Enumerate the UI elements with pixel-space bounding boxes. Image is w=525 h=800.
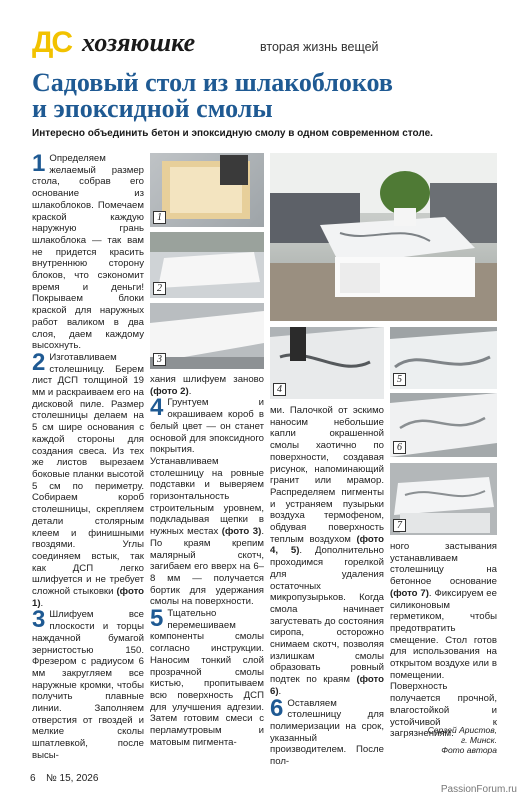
- magazine-header: [32, 28, 502, 62]
- photo-2-image: [150, 232, 264, 298]
- hero-photo: [270, 153, 497, 321]
- watermark: PassionForum.ru: [440, 784, 517, 795]
- text-column-2: [150, 374, 264, 768]
- article-lead: Интересно объединить бетон и эпоксидную смолу в одном современном столе.: [32, 128, 433, 139]
- photo-6-image: [390, 393, 497, 457]
- photo-6: 6: [390, 393, 497, 457]
- step-6-continued: ного застывания устанавливаем столешницу на бетонное основание (фото 7). Фиксируем ее силиконовым герметиком, чтобы предотвратить смещение. Стол готов для использования на открытом воздухе или в помещении. Поверхность получается прочной, влагостойкой и устойчивой к загрязнениям.: [390, 541, 497, 740]
- step-1: 1 Определяем желаемый размер стола, собрав его основание из шлакоблоков. Помечаем краской каждую наружную грань шлакоблока — так вам не придется красить внутреннюю сторону блоков, что сэкономит время и деньги! Покрываем блоки краской для наружных работ валиком в два слоя, даем каждому высохнуть.: [32, 150, 144, 352]
- text-column-3: [270, 405, 384, 768]
- step-4: 4 Грунтуем и окрашиваем короб в белый цвет — он станет основой для эпоксидного покрытия. Устанавливаем столешницу на ровные подставки и выверяем горизонтальность строительным уровнем, подкладывая щепки в нужных местах (фото 3). По краям крепим малярный скотч, загибаем его вверх на 6–8 мм — получается бортик для удержания смолы на поверхности.: [150, 394, 264, 608]
- step-3: 3 Шлифуем все плоскости и торцы наждачной бумагой зернистостью 150. Фрезером с радиусом 6 мм закругляем все наружные кромки, чтобы получить плавные линии. Заполняем отверстия от гвоздей и мелкие сколы шпатлевкой, после высы-: [32, 606, 144, 761]
- step-6: 6 Оставляем столешницу для полимеризации на срок, указанный производителем. После пол-: [270, 694, 384, 768]
- text-column-1: [32, 150, 145, 765]
- section-tagline: вторая жизнь вещей: [260, 40, 379, 54]
- photo-3: 3: [150, 303, 264, 369]
- page-number: 6: [30, 773, 36, 784]
- issue-number: № 15, 2026: [46, 773, 99, 784]
- photo-7: 7: [390, 463, 497, 535]
- photo-7-image: [390, 463, 497, 535]
- photo-1: 1: [150, 153, 264, 227]
- hero-photo-image: [270, 153, 497, 321]
- step-2: 2 Изготавливаем столешницу. Берем лист ДСП толщиной 19 мм и раскраиваем его на дисковой пиле. Размер столешницы делаем на 5 см шире основания с каждой стороны для создания свеса. Из тех же листов вырезаем боковые планки высотой 5 см по периметру. Собираем короб столешницы, скрепляем детали столярным клеем и финишными гвоздями. Углы соединяем встык, так как ДСП легко шлифуется и не требует сложной стыковки (фото 1).: [32, 348, 145, 609]
- step-5: 5 Тщательно перемешиваем компоненты смолы согласно инструкции. Наносим тонкий слой прозрачной смолы кистью, пропитываем всю поверхность ДСП для улучшения адгезии. Затем готовим смеси с перламутровым и матовым пигмента-: [150, 605, 264, 748]
- section-name: хозяюшке: [82, 28, 196, 57]
- photo-5-image: [390, 327, 497, 389]
- photo-4: 4: [270, 327, 384, 399]
- brand-logo: ДС: [32, 26, 72, 59]
- step-5-continued: ми. Палочкой от эскимо наносим небольшие капли окрашенной смолы хаотично по поверхности, создавая рисунок, напоминающий гранит или мрамор. Распределяем пигменты и устраняем пузырьки воздуха термофеном, обдувая поверхность теплым воздухом (фото 4, 5). Дополнительно проходимся горелкой для удаления остаточных микропузырьков. Когда смола начинает загустевать до состояния сиропа, осторожно снимаем скотч, позволяя излишкам смолы образовать ровный подтек по краям (фото 6).: [270, 405, 384, 697]
- photo-1-image: [150, 153, 264, 227]
- photo-5: 5: [390, 327, 497, 389]
- photo-3-image: [150, 303, 264, 369]
- article-title: Садовый стол из шлакоблоков и эпоксидной смолы: [32, 68, 393, 123]
- author-credit: Сергей Аристов, г. Минск. Фото автора: [427, 725, 497, 755]
- step-3-continued: хания шлифуем заново (фото 2).: [150, 374, 264, 397]
- photo-4-image: [270, 327, 384, 399]
- photo-2: 2: [150, 232, 264, 298]
